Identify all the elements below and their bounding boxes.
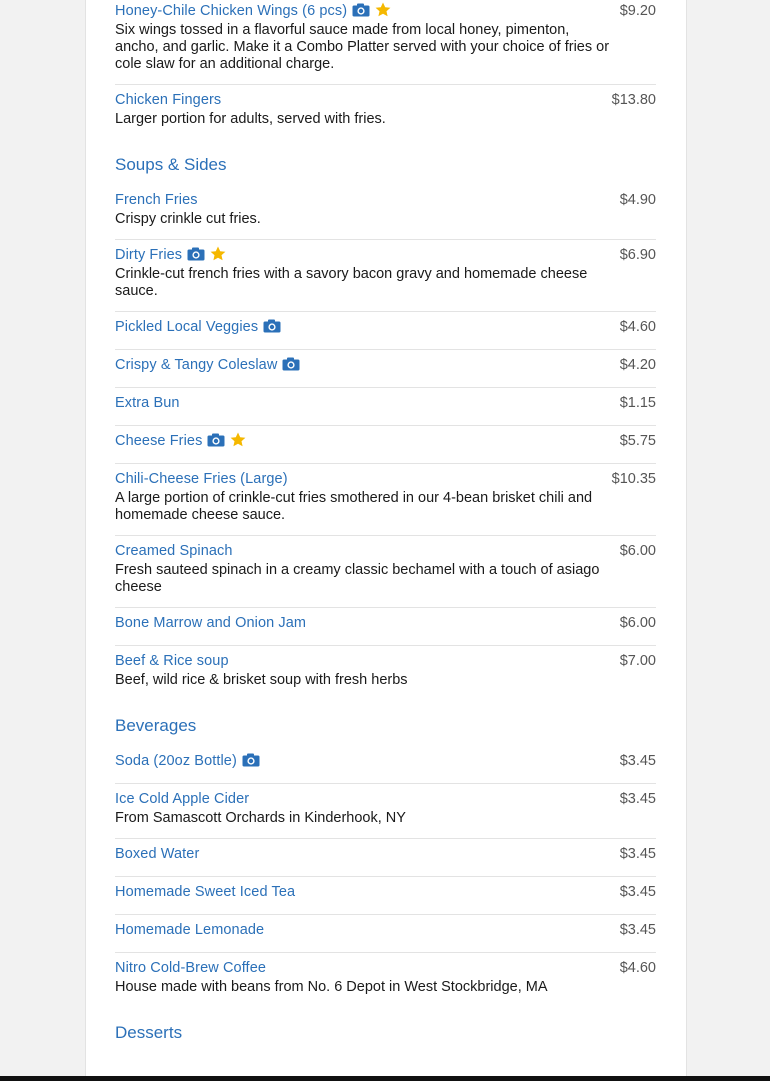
menu-item-name[interactable]: Creamed Spinach	[115, 543, 233, 559]
menu-item-header	[115, 540, 656, 562]
menu-item-name[interactable]: Boxed Water	[115, 846, 200, 862]
menu-item-header	[115, 788, 656, 810]
menu-item-name[interactable]: Soda (20oz Bottle)	[115, 753, 237, 769]
section-title: Beverages	[115, 716, 197, 735]
star-icon	[210, 246, 226, 268]
menu-list	[115, 0, 656, 1057]
menu-item-name[interactable]: Dirty Fries	[115, 247, 183, 263]
menu-item-price: $10.35	[611, 471, 656, 487]
menu-item[interactable]	[115, 464, 656, 536]
menu-item-price: $4.60	[619, 319, 656, 335]
menu-page	[85, 0, 687, 1081]
menu-item-header	[115, 430, 656, 452]
menu-item-name[interactable]: Beef & Rice soup	[115, 653, 229, 669]
menu-item[interactable]	[115, 839, 656, 877]
menu-item-price: $5.75	[619, 433, 656, 449]
menu-item-price: $3.45	[619, 884, 656, 900]
menu-item[interactable]	[115, 915, 656, 953]
menu-item-name[interactable]: Chili-Cheese Fries (Large)	[115, 471, 288, 487]
menu-item-price: $4.60	[619, 960, 656, 976]
menu-item-description: Crispy crinkle cut fries.	[115, 211, 261, 227]
menu-item[interactable]	[115, 426, 656, 464]
menu-item-price: $3.45	[619, 922, 656, 938]
menu-item-price: $13.80	[611, 92, 656, 108]
menu-item-price: $4.20	[619, 357, 656, 373]
menu-item-header	[115, 392, 656, 414]
star-icon	[375, 2, 391, 24]
camera-icon[interactable]	[263, 318, 281, 340]
camera-icon[interactable]	[352, 2, 370, 24]
menu-item-name[interactable]: Nitro Cold-Brew Coffee	[115, 960, 267, 976]
menu-item[interactable]	[115, 750, 656, 784]
menu-item[interactable]	[115, 85, 656, 139]
menu-item-description: Six wings tossed in a flavorful sauce made from local honey, pimenton, ancho, and garlic. Make it a Combo Platter served with your choice of fries or cole slaw for an additional charge.	[115, 22, 610, 72]
menu-item[interactable]	[115, 388, 656, 426]
menu-item-price: $6.90	[619, 247, 656, 263]
menu-item-description: Beef, wild rice & brisket soup with fresh herbs	[115, 672, 408, 688]
menu-item[interactable]	[115, 953, 656, 1007]
menu-item-header	[115, 189, 656, 211]
menu-item-price: $6.00	[619, 543, 656, 559]
menu-item-price: $1.15	[619, 395, 656, 411]
menu-item-price: $3.45	[619, 846, 656, 862]
menu-item-price: $6.00	[619, 615, 656, 631]
menu-item-header	[115, 881, 656, 903]
menu-item-header	[115, 612, 656, 634]
menu-item-header	[115, 650, 656, 672]
menu-item-header	[115, 843, 656, 865]
menu-item-description: A large portion of crinkle-cut fries smothered in our 4-bean brisket chili and homemade cheese sauce.	[115, 490, 593, 523]
menu-item-price: $7.00	[619, 653, 656, 669]
menu-item-name[interactable]: Honey-Chile Chicken Wings (6 pcs)	[115, 3, 348, 19]
menu-item-name[interactable]: French Fries	[115, 192, 198, 208]
menu-item-header	[115, 468, 656, 490]
section-title: Soups & Sides	[115, 155, 227, 174]
menu-item-name[interactable]: Chicken Fingers	[115, 92, 222, 108]
menu-item-description: From Samascott Orchards in Kinderhook, NY	[115, 810, 406, 826]
menu-item-header	[115, 957, 656, 979]
bottom-bar	[0, 1076, 770, 1081]
menu-item-price: $9.20	[619, 3, 656, 19]
menu-item-description: Larger portion for adults, served with fries.	[115, 111, 386, 127]
menu-item-name[interactable]: Ice Cold Apple Cider	[115, 791, 250, 807]
menu-item-name[interactable]: Pickled Local Veggies	[115, 319, 259, 335]
menu-item-name[interactable]: Cheese Fries	[115, 433, 203, 449]
menu-item-name[interactable]: Extra Bun	[115, 395, 180, 411]
menu-item-price: $3.45	[619, 791, 656, 807]
camera-icon[interactable]	[282, 356, 300, 378]
menu-item[interactable]	[115, 0, 656, 85]
camera-icon[interactable]	[242, 752, 260, 774]
star-icon	[230, 432, 246, 454]
menu-item-header	[115, 0, 656, 22]
menu-item-header	[115, 750, 656, 772]
menu-item[interactable]	[115, 784, 656, 839]
menu-item[interactable]	[115, 646, 656, 700]
menu-item[interactable]	[115, 240, 656, 312]
menu-item-price: $4.90	[619, 192, 656, 208]
menu-item-description: Fresh sauteed spinach in a creamy classic bechamel with a touch of asiago cheese	[115, 562, 600, 595]
menu-item-header	[115, 354, 656, 376]
menu-item[interactable]	[115, 189, 656, 240]
camera-icon[interactable]	[187, 246, 205, 268]
menu-item[interactable]	[115, 877, 656, 915]
menu-item[interactable]	[115, 350, 656, 388]
menu-item[interactable]	[115, 536, 656, 608]
menu-item-name[interactable]: Bone Marrow and Onion Jam	[115, 615, 307, 631]
camera-icon[interactable]	[207, 432, 225, 454]
section-title: Desserts	[115, 1023, 183, 1042]
menu-item-name[interactable]: Crispy & Tangy Coleslaw	[115, 357, 278, 373]
menu-item-name[interactable]: Homemade Lemonade	[115, 922, 265, 938]
menu-item-description: House made with beans from No. 6 Depot in West Stockbridge, MA	[115, 979, 548, 995]
menu-item-name[interactable]: Homemade Sweet Iced Tea	[115, 884, 296, 900]
menu-item-price: $3.45	[619, 753, 656, 769]
menu-item-header	[115, 89, 656, 111]
menu-item-description: Crinkle-cut french fries with a savory bacon gravy and homemade cheese sauce.	[115, 266, 588, 299]
menu-item-header	[115, 244, 656, 266]
menu-item[interactable]	[115, 312, 656, 350]
menu-item-header	[115, 316, 656, 338]
menu-item[interactable]	[115, 608, 656, 646]
menu-item-header	[115, 919, 656, 941]
